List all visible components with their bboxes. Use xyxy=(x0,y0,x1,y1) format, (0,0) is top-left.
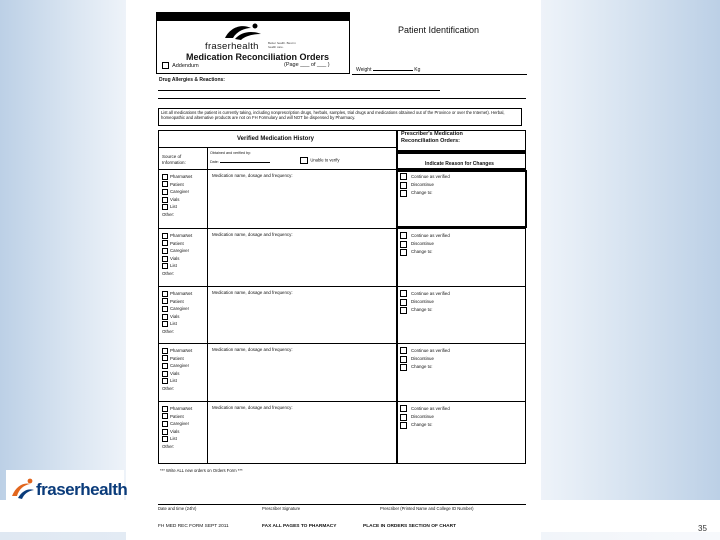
checkbox[interactable] xyxy=(400,347,407,354)
source-list[interactable] xyxy=(162,262,192,270)
form-title: Medication Reconciliation Orders xyxy=(186,52,330,62)
weight-unit: Kg xyxy=(414,67,421,73)
signature-line[interactable] xyxy=(158,504,526,505)
option-label: Change to: xyxy=(411,364,433,370)
source-other[interactable]: Other: xyxy=(162,270,175,276)
checkbox[interactable] xyxy=(400,364,407,371)
source-patient[interactable] xyxy=(162,240,192,248)
option-discontinue[interactable] xyxy=(400,355,450,363)
slide-logo xyxy=(6,470,128,510)
source-list[interactable] xyxy=(162,435,192,443)
option-label: Change to: xyxy=(411,190,433,196)
checkbox[interactable] xyxy=(400,232,407,239)
fraserhealth-mark-icon xyxy=(221,22,265,42)
checkbox[interactable] xyxy=(162,436,168,442)
source-label: Patient xyxy=(170,355,184,361)
option-label: Discontinue xyxy=(411,414,434,420)
source-other[interactable]: Other: xyxy=(162,385,175,391)
checkbox[interactable] xyxy=(162,298,168,304)
source-label: PharmaNet xyxy=(170,291,193,296)
page-of-field: (Page ___ of ___ ) xyxy=(284,62,330,68)
source-label: Vials xyxy=(170,196,180,202)
checkbox[interactable] xyxy=(162,413,168,419)
source-options xyxy=(162,347,192,393)
option-change[interactable] xyxy=(400,248,450,256)
addendum-label: Addendum xyxy=(172,62,199,69)
checkbox[interactable] xyxy=(162,197,168,203)
option-discontinue[interactable] xyxy=(400,240,450,248)
weight-field xyxy=(356,67,420,73)
medication-row xyxy=(158,230,526,288)
source-pharmanet[interactable] xyxy=(162,232,192,240)
checkbox[interactable] xyxy=(162,314,168,320)
weight-label: Weight xyxy=(356,67,372,73)
option-discontinue[interactable] xyxy=(400,298,450,306)
option-discontinue[interactable] xyxy=(400,413,450,421)
option-label: Discontinue xyxy=(411,299,434,305)
option-continue[interactable] xyxy=(400,347,450,355)
source-caregiver[interactable] xyxy=(162,188,192,196)
checkbox[interactable] xyxy=(400,241,407,248)
checkbox[interactable] xyxy=(400,356,407,363)
checkbox[interactable] xyxy=(162,321,168,327)
option-label: Discontinue xyxy=(411,241,434,247)
source-options xyxy=(162,173,192,219)
weight-rule xyxy=(352,74,527,75)
source-label-2: Information: xyxy=(162,160,186,165)
order-options xyxy=(400,405,450,430)
allergies-label: Drug Allergies & Reactions: xyxy=(159,77,225,83)
prescriber-title-line1: Prescriber's Medication xyxy=(401,131,463,137)
source-list[interactable] xyxy=(162,377,192,385)
checkbox[interactable] xyxy=(162,248,168,254)
checkbox[interactable] xyxy=(162,204,168,210)
checkbox[interactable] xyxy=(162,256,168,262)
source-options xyxy=(162,290,192,336)
source-options xyxy=(162,405,192,451)
allergy-line-2[interactable] xyxy=(158,98,526,99)
medication-label[interactable]: Medication name, dosage and frequency: xyxy=(212,232,293,237)
checkbox[interactable] xyxy=(162,189,168,195)
fraserhealth-logo-icon xyxy=(10,478,36,500)
obtained-label: Obtained and verified by: xyxy=(210,151,251,155)
option-label: Continue as verified xyxy=(411,291,450,296)
option-discontinue[interactable] xyxy=(400,181,450,189)
source-pharmanet[interactable] xyxy=(162,290,192,298)
org-tagline: Better health. Best in health care. xyxy=(268,41,296,49)
source-label: Patient xyxy=(170,298,184,304)
order-options xyxy=(400,347,450,372)
source-options xyxy=(162,232,192,278)
source-patient[interactable] xyxy=(162,355,192,363)
checkbox[interactable] xyxy=(162,233,168,239)
option-label: Continue as verified xyxy=(411,233,450,238)
checkbox[interactable] xyxy=(162,291,168,297)
source-label: Caregiver xyxy=(170,306,190,312)
option-label: Change to: xyxy=(411,422,433,428)
footer-fax-note: FAX ALL PAGES TO PHARMACY xyxy=(262,524,337,529)
source-label: Caregiver xyxy=(170,363,190,369)
indicate-reason-label: Indicate Reason for Changes xyxy=(425,161,494,167)
source-label: Caregiver xyxy=(170,421,190,427)
allergy-line-1[interactable] xyxy=(158,90,440,91)
medication-row xyxy=(158,171,526,229)
footer-printed-label: Prescriber (Printed Name and College ID Number) xyxy=(380,506,474,511)
date-label: Date: xyxy=(210,160,219,164)
source-list[interactable] xyxy=(162,320,192,328)
checkbox[interactable] xyxy=(162,363,168,369)
unable-label: Unable to verify xyxy=(310,157,340,163)
source-label: List xyxy=(170,378,177,384)
source-label: PharmaNet xyxy=(170,174,193,179)
order-options xyxy=(400,290,450,315)
source-label: Vials xyxy=(170,428,180,434)
instructions-box: List all medications the patient is currently taking, including nonprescription drugs, herbals, samples, trial drugs and medications obtained out of the Province or over the Internet). Herbal, homeopathic and alternative products are not on FH Formulary and will NOT be dispensed by Pharmacy. xyxy=(158,108,522,126)
source-header xyxy=(162,154,186,166)
source-label: PharmaNet xyxy=(170,348,193,353)
prescriber-title-line2: Reconciliation Orders: xyxy=(401,137,460,144)
source-label: List xyxy=(170,436,177,442)
option-label: Change to: xyxy=(411,307,433,313)
addendum-option xyxy=(162,62,199,69)
history-header-divider xyxy=(158,147,397,148)
checkbox[interactable] xyxy=(162,355,168,361)
checkbox[interactable] xyxy=(162,263,168,269)
source-other[interactable]: Other: xyxy=(162,328,175,334)
source-label: Caregiver xyxy=(170,248,190,254)
source-label: Patient xyxy=(170,181,184,187)
date-field xyxy=(210,160,270,164)
medication-row xyxy=(158,403,526,461)
source-label: Patient xyxy=(170,240,184,246)
source-label: List xyxy=(170,321,177,327)
option-continue[interactable] xyxy=(400,405,450,413)
source-caregiver[interactable] xyxy=(162,305,192,313)
option-label: Continue as verified xyxy=(411,406,450,411)
source-label: Vials xyxy=(170,370,180,376)
write-orders-note: *** Write ALL new orders on Orders Form *** xyxy=(160,468,243,473)
source-patient[interactable] xyxy=(162,298,192,306)
source-label-1: Source of xyxy=(162,154,182,159)
checkbox[interactable] xyxy=(162,378,168,384)
medication-label[interactable]: Medication name, dosage and frequency: xyxy=(212,290,293,295)
checkbox[interactable] xyxy=(162,406,168,412)
source-pharmanet[interactable] xyxy=(162,405,192,413)
source-label: PharmaNet xyxy=(170,406,193,411)
checkbox[interactable] xyxy=(162,181,168,187)
unable-checkbox[interactable] xyxy=(300,157,308,164)
source-label: List xyxy=(170,204,177,210)
source-label: Vials xyxy=(170,255,180,261)
unable-option xyxy=(300,157,339,164)
prescriber-orders-title xyxy=(401,131,463,144)
option-label: Discontinue xyxy=(411,356,434,362)
patient-identification: Patient Identification xyxy=(398,25,480,35)
verified-history-title: Verified Medication History xyxy=(237,136,315,142)
source-label: Caregiver xyxy=(170,189,190,195)
weight-input[interactable] xyxy=(373,70,413,71)
option-change[interactable] xyxy=(400,306,450,314)
option-label: Continue as verified xyxy=(411,348,450,353)
option-continue[interactable] xyxy=(400,290,450,298)
source-patient[interactable] xyxy=(162,413,192,421)
source-pharmanet[interactable] xyxy=(162,173,192,181)
source-label: Vials xyxy=(170,313,180,319)
source-label: List xyxy=(170,263,177,269)
option-change[interactable] xyxy=(400,189,450,197)
source-caregiver[interactable] xyxy=(162,362,192,370)
checkbox[interactable] xyxy=(400,405,407,412)
footer-signature-label: Prescriber Signature xyxy=(262,506,301,511)
checkbox[interactable] xyxy=(400,307,407,314)
checkbox[interactable] xyxy=(400,190,407,197)
source-other[interactable]: Other: xyxy=(162,211,175,217)
form-header-bar xyxy=(156,12,350,21)
date-input[interactable] xyxy=(220,162,270,163)
checkbox[interactable] xyxy=(400,173,407,180)
option-change[interactable] xyxy=(400,363,450,371)
source-patient[interactable] xyxy=(162,181,192,189)
source-caregiver[interactable] xyxy=(162,247,192,255)
footer-form-id: FH MED REC FORM SEPT 2011 xyxy=(158,524,229,529)
addendum-checkbox[interactable] xyxy=(162,62,169,69)
checkbox[interactable] xyxy=(400,299,407,306)
source-vials[interactable] xyxy=(162,196,192,204)
medication-row xyxy=(158,288,526,346)
checkbox[interactable] xyxy=(400,422,407,429)
medication-label[interactable]: Medication name, dosage and frequency: xyxy=(212,405,293,410)
medication-row xyxy=(158,345,526,403)
checkbox[interactable] xyxy=(162,306,168,312)
source-vials[interactable] xyxy=(162,255,192,263)
order-options xyxy=(400,232,450,257)
source-vials[interactable] xyxy=(162,370,192,378)
footer-date-label: Date and time (24hr) xyxy=(158,506,197,511)
checkbox[interactable] xyxy=(162,429,168,435)
checkbox[interactable] xyxy=(400,414,407,421)
slide-page-number: 35 xyxy=(698,524,707,533)
footer-place-note: PLACE IN ORDERS SECTION OF CHART xyxy=(363,524,457,529)
checkbox[interactable] xyxy=(162,348,168,354)
option-label: Continue as verified xyxy=(411,174,450,179)
source-vials[interactable] xyxy=(162,313,192,321)
source-other[interactable]: Other: xyxy=(162,443,175,449)
prescriber-header-divider xyxy=(397,150,526,154)
medication-label[interactable]: Medication name, dosage and frequency: xyxy=(212,173,293,178)
checkbox[interactable] xyxy=(400,249,407,256)
checkbox[interactable] xyxy=(162,240,168,246)
checkbox[interactable] xyxy=(162,421,168,427)
source-list[interactable] xyxy=(162,203,192,211)
source-label: Patient xyxy=(170,413,184,419)
source-caregiver[interactable] xyxy=(162,420,192,428)
source-label: PharmaNet xyxy=(170,233,193,238)
org-wordmark: fraserhealth xyxy=(205,41,259,52)
slide-background-left xyxy=(0,0,126,540)
checkbox[interactable] xyxy=(162,174,168,180)
source-vials[interactable] xyxy=(162,428,192,436)
option-label: Change to: xyxy=(411,249,433,255)
slide-logo-text: fraserhealth xyxy=(36,480,128,499)
checkbox[interactable] xyxy=(400,182,407,189)
order-options xyxy=(400,173,450,198)
checkbox[interactable] xyxy=(400,290,407,297)
slide-background-right xyxy=(541,0,720,540)
source-pharmanet[interactable] xyxy=(162,347,192,355)
medication-label[interactable]: Medication name, dosage and frequency: xyxy=(212,347,293,352)
checkbox[interactable] xyxy=(162,371,168,377)
option-label: Discontinue xyxy=(411,182,434,188)
option-continue[interactable] xyxy=(400,232,450,240)
option-change[interactable] xyxy=(400,421,450,429)
option-continue[interactable] xyxy=(400,173,450,181)
